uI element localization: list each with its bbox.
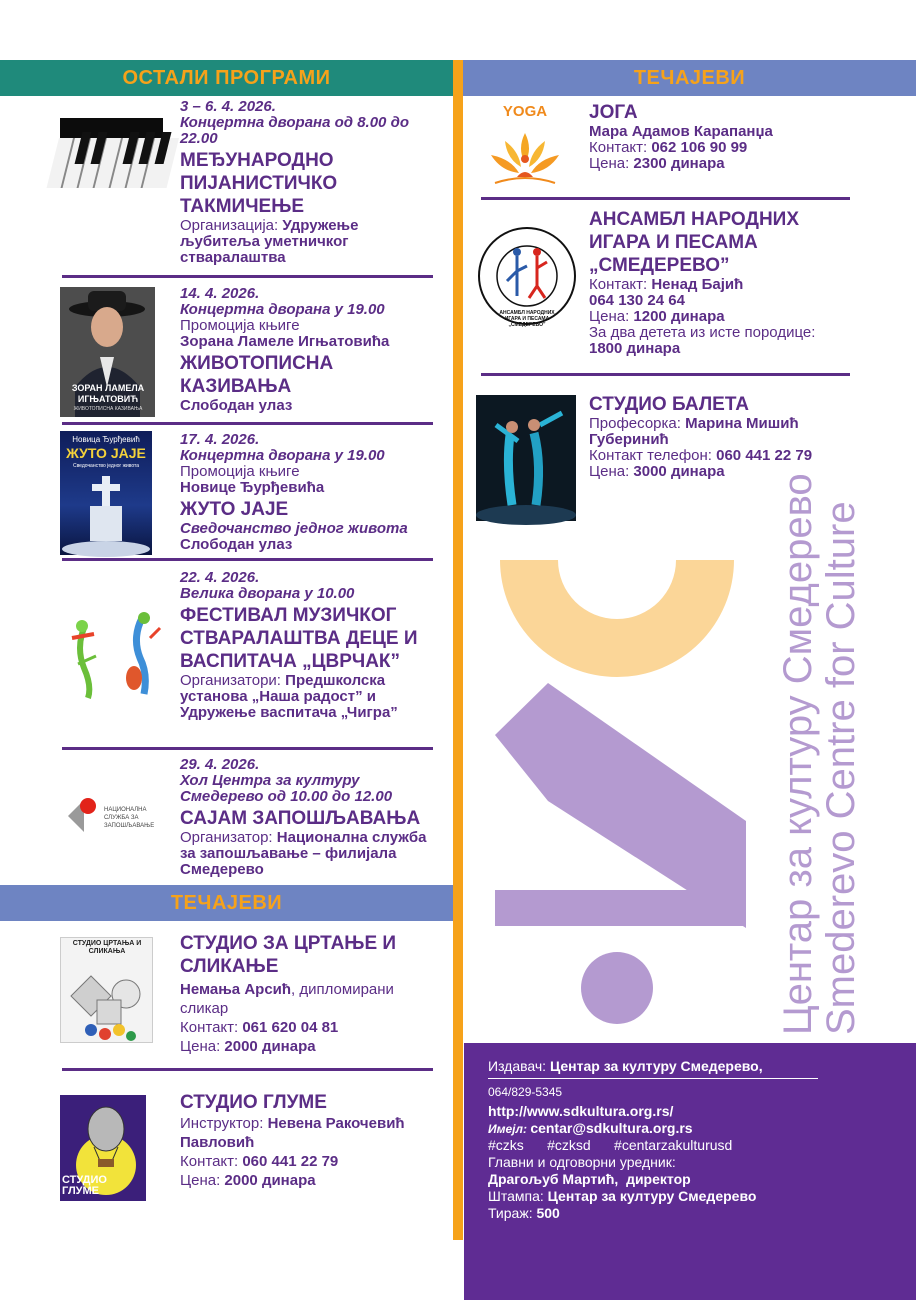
divider xyxy=(481,373,850,376)
event-date: 3 – 6. 4. 2026. xyxy=(180,98,276,115)
left-section-header xyxy=(0,60,453,96)
course-folk-ensemble xyxy=(589,208,859,357)
event-title: МЕЂУНАРОДНО ПИЈАНИСТИЧКО ТАКМИЧЕЊЕ xyxy=(180,150,338,217)
course-contact: Контакт: Ненад Бајић xyxy=(589,276,744,293)
imprint-rule xyxy=(488,1078,818,1079)
divider xyxy=(62,422,433,425)
drawing-studio-cover xyxy=(60,937,153,1043)
imprint-hashtags: #czks #czksd #centarzakulturusd xyxy=(488,1137,733,1153)
event-venue: Хол Центра за културу Смедерево од 10.00 до 12.00 xyxy=(180,772,393,805)
event-date: 29. 4. 2026. xyxy=(180,756,260,773)
course-contact: Контакт: 060 441 22 79 xyxy=(180,1153,339,1170)
yoga-logo xyxy=(489,103,561,191)
vertical-title-english: Smederevo Centre for Culture xyxy=(819,501,863,1035)
event-festival-cvrcak xyxy=(180,570,442,721)
cover-author-name: ЗОРАН ЛАМЕЛА ИГЊАТОВИЋ xyxy=(71,383,145,404)
course-teacher: Мара Адамов Карапанџа xyxy=(589,123,773,140)
event-entry: Слободан улаз xyxy=(180,397,293,414)
column-divider xyxy=(453,60,463,1240)
crickets-illustration xyxy=(62,608,166,700)
event-venue: Велика дворана у 10.00 xyxy=(180,585,355,602)
course-acting-studio xyxy=(180,1091,442,1190)
course-yoga xyxy=(589,101,859,172)
course-title: ЈОГА xyxy=(589,102,638,123)
event-date: 14. 4. 2026. xyxy=(180,285,260,302)
cover-text: СТУДИО ГЛУМЕ xyxy=(62,1174,107,1197)
cover-title: ЖУТО ЈАЈЕ xyxy=(66,445,146,461)
event-entry: Слободан улаз xyxy=(180,536,293,553)
event-venue: Концертна дворана у 19.00 xyxy=(180,301,385,318)
imprint-editor: Драгољуб Мартић, директор xyxy=(488,1171,691,1187)
divider xyxy=(62,1068,433,1071)
nsz-logo xyxy=(66,796,166,840)
imprint-email[interactable]: Имејл: centar@sdkultura.org.rs xyxy=(488,1120,693,1136)
book-cover-zivotopisna-kazivanja xyxy=(60,287,155,417)
cover-book-title: ЖИВОТОПИСНА КАЗИВАЊА xyxy=(73,406,143,412)
left-courses-header xyxy=(0,885,453,921)
course-teacher: Професорка: Марина Мишић Губеринић xyxy=(589,415,799,448)
event-piano-competition xyxy=(180,99,442,266)
event-title: ЖУТО ЈАЈЕ xyxy=(180,499,289,520)
divider xyxy=(481,197,850,200)
course-price: Цена: 3000 динара xyxy=(589,463,725,480)
course-drawing-studio xyxy=(180,932,442,1056)
piano-keys-image xyxy=(60,118,163,188)
right-section-header-label: ТЕЧАЈЕВИ xyxy=(633,66,746,89)
book-cover-zuto-jaje xyxy=(60,431,152,555)
course-instructor: Инструктор: Невена Ракочевић Павловић xyxy=(180,1115,405,1151)
course-title: СТУДИО ГЛУМЕ xyxy=(180,1092,327,1113)
event-author: Зорана Ламеле Игњатовића xyxy=(180,333,390,350)
event-promo: Промоција књиге xyxy=(180,463,300,480)
event-book-zuto-jaje xyxy=(180,432,442,553)
nsz-logo-text: НАЦИОНАЛНА СЛУЖБА ЗА ЗАПОШЉАВАЊЕ xyxy=(104,807,155,829)
course-teacher: Немања Арсић, дипломирани сликар xyxy=(180,981,394,1017)
course-price: Цена: 2000 динара xyxy=(180,1038,316,1055)
course-contact: Контакт: 062 106 90 99 xyxy=(589,139,748,156)
course-note-price: 1800 динара xyxy=(589,340,681,357)
folk-ensemble-logo xyxy=(477,226,577,326)
event-book-zivotopisna xyxy=(180,286,442,414)
divider xyxy=(62,275,433,278)
imprint-print: Штампа: Центар за културу Смедерево xyxy=(488,1188,757,1204)
event-promo: Промоција књиге xyxy=(180,317,300,334)
course-phone: 064 130 24 64 xyxy=(589,292,685,309)
course-note: За два детета из исте породице: xyxy=(589,324,816,341)
course-contact: Контакт: 061 620 04 81 xyxy=(180,1019,339,1036)
course-price: Цена: 2000 динара xyxy=(180,1172,316,1189)
event-subtitle: Сведочанство једног живота xyxy=(180,520,408,537)
imprint-website[interactable]: http://www.sdkultura.org.rs/ xyxy=(488,1103,674,1119)
event-venue: Концертна дворана у 19.00 xyxy=(180,447,385,464)
course-price: Цена: 2300 динара xyxy=(589,155,725,172)
imprint-box xyxy=(464,1043,916,1300)
logo-chevron-arm xyxy=(490,555,770,1035)
event-organizer: Организатор: Национална служба за запошљавање – филијала Смедерево xyxy=(180,829,427,878)
left-courses-header-label: ТЕЧАЈЕВИ xyxy=(170,891,283,914)
left-section-header-label: ОСТАЛИ ПРОГРАМИ xyxy=(122,66,331,89)
vertical-title-serbian: Центар за културу Смедерево xyxy=(776,473,820,1035)
event-author: Новице Ђурђевића xyxy=(180,479,325,496)
event-title: ФЕСТИВАЛ МУЗИЧКОГ СТВАРАЛАШТВА ДЕЦЕ И ВАСПИТАЧА „ЦВРЧАК” xyxy=(180,605,418,672)
imprint-publisher: Издавач: Центар за културу Смедерево, xyxy=(488,1058,763,1074)
cover-text: СТУДИО ЦРТАЊА И СЛИКАЊА xyxy=(72,940,142,955)
event-job-fair xyxy=(180,757,442,878)
event-organizer: Организатори: Предшколска установа „Наша радост” и Удружење васпитача „Чигра” xyxy=(180,672,398,721)
right-section-header xyxy=(463,60,916,96)
imprint-run: Тираж: 500 xyxy=(488,1205,560,1221)
course-contact: Контакт телефон: 060 441 22 79 xyxy=(589,447,813,464)
ballet-photo xyxy=(476,395,576,521)
imprint-editor-label: Главни и одговорни уредник: xyxy=(488,1154,676,1170)
imprint-phone: 064/829-5345 xyxy=(488,1085,563,1099)
event-date: 17. 4. 2026. xyxy=(180,431,260,448)
folk-ensemble-logo-text: АНСАМБЛ НАРОДНИХ ИГАРА И ПЕСАМА „СМЕДЕРЕВО” xyxy=(499,310,555,328)
divider xyxy=(62,747,433,750)
course-title: АНСАМБЛ НАРОДНИХ ИГАРА И ПЕСАМА „СМЕДЕРЕВО” xyxy=(589,209,800,276)
cover-author: Новица Ђурђевић xyxy=(72,435,140,444)
course-price: Цена: 1200 динара xyxy=(589,308,725,325)
course-ballet-studio xyxy=(589,393,859,480)
acting-studio-cover xyxy=(60,1095,146,1201)
event-title: САЈАМ ЗАПОШЉАВАЊА xyxy=(180,808,421,829)
event-organizer: Организација: Удружење љубитеља уметничког стваралаштва xyxy=(180,217,359,266)
course-title: СТУДИО БАЛЕТА xyxy=(589,394,749,415)
course-title: СТУДИО ЗА ЦРТАЊЕ И СЛИКАЊЕ xyxy=(180,933,397,977)
event-venue: Концертна дворана од 8.00 до 22.00 xyxy=(180,114,409,147)
divider xyxy=(62,558,433,561)
cover-subtitle: Сведочанство једног живота xyxy=(72,463,140,469)
event-title: ЖИВОТОПИСНА КАЗИВАЊА xyxy=(180,353,334,397)
yoga-logo-text: YOGA xyxy=(502,103,548,120)
event-date: 22. 4. 2026. xyxy=(180,569,260,586)
